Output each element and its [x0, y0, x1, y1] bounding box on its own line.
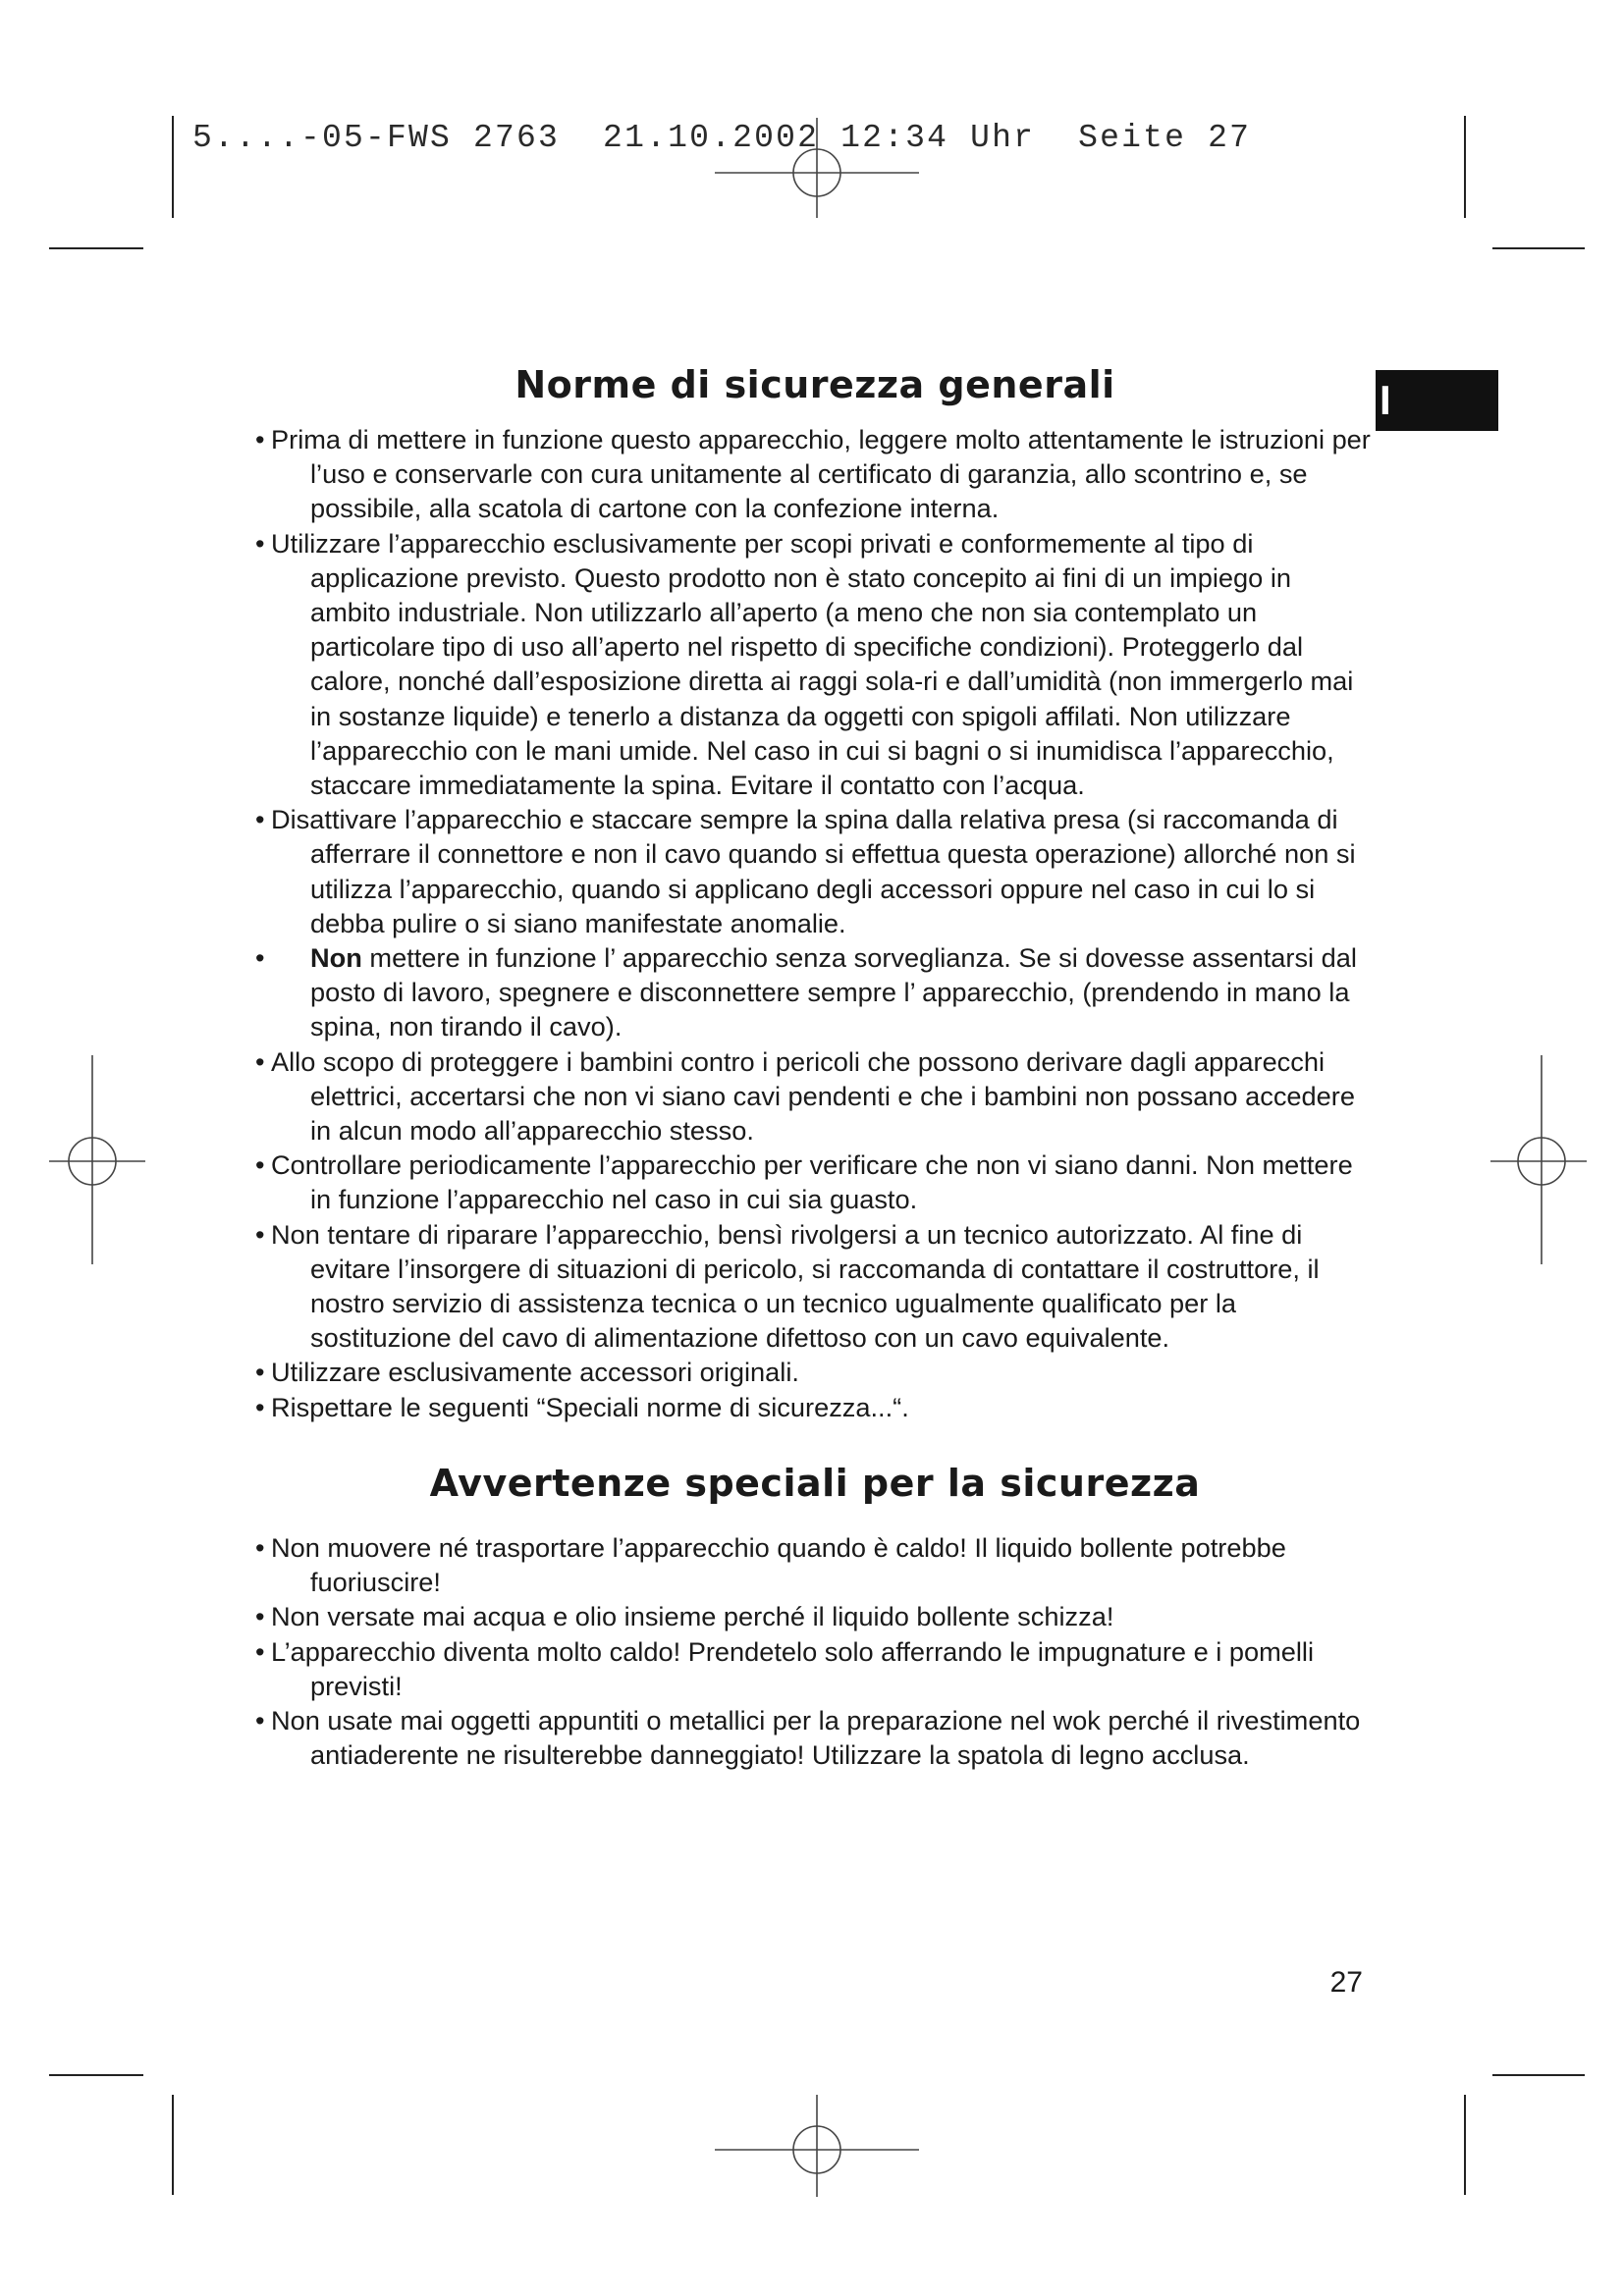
general-safety-list [255, 422, 1375, 1424]
list-item-lead: Prima di mettere in funzione questo apparecchio, leggere molto attentamente le [271, 424, 1213, 454]
general-safety-item [255, 1148, 1375, 1216]
list-item-lead: Non tentare di riparare l’apparecchio, bensì rivolgersi a un tecnico autorizzato. [271, 1218, 1194, 1250]
list-item-lead: Rispettare le seguenti “Speciali norme di sicurezza...“. [271, 1391, 909, 1422]
general-safety-item [255, 1217, 1375, 1356]
general-safety-item [255, 802, 1375, 940]
registration-mark-bottom [715, 2095, 919, 2197]
registration-mark-left [49, 1055, 145, 1264]
special-warning-item [255, 1634, 1375, 1703]
section-title-special-warnings: Avvertenze speciali per la sicurezza [429, 1461, 1201, 1505]
general-safety-item [255, 422, 1375, 526]
list-item-continuation: tipo di applicazione previsto. Questo prodotto non è stato concepito ai fini di un impiego in ambito industriale. Non utilizzarlo all’aperto (a meno che non sia contemplato un particolare tipo di uso all’aperto nel rispetto di specifiche condizioni). Proteggerlo dal calore, nonché dall’esposizione diretta ai raggi sola-ri e dall’umidità (non immergerlo mai in sostanze liquide) e tenerlo a distanza da oggetti con spigoli affilati. Non utilizzare l’apparecchio con le mani umide. Nel caso in cui si bagni o si inumidisca l’apparecchio, staccare immediatamente la spina. Evitare il contatto con l’acqua. [310, 527, 1354, 801]
list-item-lead: Non usate mai oggetti appuntiti o metallici per la preparazione nel wok perché il [271, 1704, 1210, 1735]
list-item-lead [310, 942, 1185, 973]
general-safety-item [255, 1044, 1375, 1148]
emphasis-text: Non [310, 942, 362, 974]
general-safety-item [255, 1355, 1375, 1389]
registration-mark-right [1490, 1055, 1587, 1264]
list-item-lead: Allo scopo di proteggere i bambini contro i pericoli che possono derivare dagli [271, 1045, 1187, 1077]
list-item-lead: Utilizzare esclusivamente accessori originali. [271, 1357, 799, 1388]
general-safety-item [255, 1390, 1375, 1424]
list-item-continuation: potrebbe fuoriuscire! [310, 1531, 1286, 1598]
page-content [255, 353, 1375, 1772]
list-item-lead-text: mettere in funzione l’ apparecchio senza sorveglianza. Se si dovesse [369, 942, 1185, 974]
list-item-continuation: i pomelli previsti! [310, 1635, 1315, 1701]
list-item-continuation: assentarsi dal posto di lavoro, spegnere e disconnettere sempre l’ apparecchio, (prendendo in mano la spina, non tirando il cavo). [310, 942, 1357, 1042]
list-item-continuation: Non mettere in funzione l’apparecchio nel caso in cui sia guasto. [310, 1149, 1353, 1215]
list-item-continuation: istruzioni per l’uso e conservarle con cura unitamente al certificato di garanzia, allo scontrino e, se possibile, alla scatola di cartone con la confezione interna. [310, 424, 1371, 524]
list-item-continuation: apparecchi elettrici, accertarsi che non vi siano cavi pendenti e che i bambini non possano accedere in alcun modo all’apparecchio stesso. [310, 1045, 1355, 1147]
list-item-lead: L’apparecchio diventa molto caldo! Prendetelo solo afferrando le impugnature e [271, 1635, 1209, 1667]
list-item-continuation: rivestimento antiaderente ne risulterebbe danneggiato! Utilizzare la spatola di legno acclusa. [310, 1704, 1361, 1771]
special-warning-item [255, 1530, 1375, 1599]
list-item-continuation: Al fine di evitare l’insorgere di situazioni di pericolo, si raccomanda di contattare il costruttore, il nostro servizio di assistenza tecnica o un tecnico ugualmente qualificato per la sostituzione del cavo di alimentazione difettoso con un cavo equivalente. [310, 1218, 1320, 1354]
list-item-continuation: (si raccomanda di afferrare il connettore e non il cavo quando si effettua questa operazione) allorché non si utilizza l’apparecchio, quando si applicano degli accessori oppure nel caso in cui lo si debba pulire o si siano manifestate anomalie. [310, 804, 1356, 938]
section-title-general-safety: Norme di sicurezza generali [514, 363, 1115, 406]
page-number: 27 [1329, 1966, 1363, 1999]
special-warning-item [255, 1703, 1375, 1772]
special-warning-item [255, 1599, 1375, 1633]
print-slug-header: 5....-05-FWS 2763 21.10.2002 12:34 Uhr Seite 27 [192, 120, 1252, 156]
special-warnings-list [255, 1530, 1375, 1772]
list-item-lead: Disattivare l’apparecchio e staccare sempre la spina dalla relativa presa [271, 804, 1120, 835]
general-safety-item [255, 526, 1375, 803]
list-item-lead: Controllare periodicamente l’apparecchio per verificare che non vi siano danni. [271, 1149, 1199, 1181]
general-safety-item [255, 940, 1375, 1044]
list-item-lead: Utilizzare l’apparecchio esclusivamente per scopi privati e conformemente al [271, 527, 1175, 559]
list-item-lead: Non versate mai acqua e olio insieme perché il liquido bollente schizza! [271, 1601, 1114, 1632]
list-item-lead: Non muovere né trasportare l’apparecchio quando è caldo! Il liquido bollente [271, 1531, 1173, 1563]
language-tab: I [1376, 370, 1498, 431]
